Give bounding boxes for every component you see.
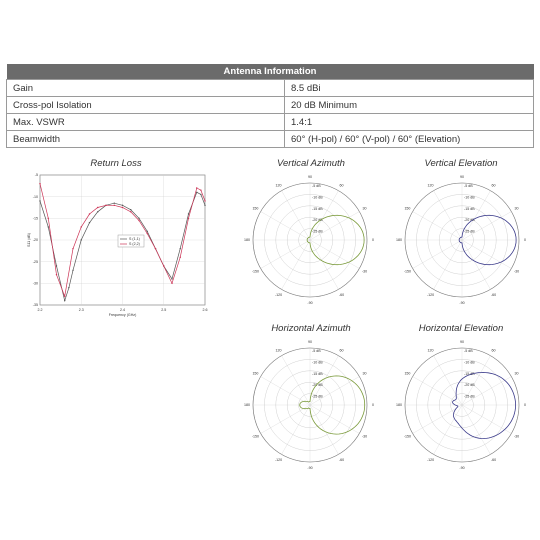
polar-spoke — [462, 405, 511, 434]
polar-ring-label: -20 dB — [312, 218, 323, 223]
row-label: Cross-pol Isolation — [7, 97, 285, 114]
polar-angle-label: 90 — [460, 340, 464, 345]
polar-ring-label: -25 dB — [464, 394, 475, 399]
polar-angle-label: 0 — [524, 403, 526, 408]
polar-angle-label: 150 — [252, 206, 259, 211]
row-label: Gain — [7, 80, 285, 97]
legend-label: S (2,2) — [129, 242, 140, 247]
x-tick-label: 2.3 — [78, 308, 84, 312]
polar-angle-label: -30 — [513, 434, 520, 439]
polar-ring-label: -15 dB — [464, 371, 475, 376]
horizontal-azimuth-title: Horizontal Azimuth — [271, 323, 351, 334]
polar-angle-label: 120 — [427, 348, 434, 353]
x-tick-label: 2.2 — [37, 308, 43, 312]
polar-spoke — [462, 377, 511, 406]
return-loss-title: Return Loss — [90, 158, 142, 169]
y-tick-label: -35 — [32, 303, 38, 308]
polar-spoke — [413, 377, 462, 406]
polar-angle-label: 180 — [244, 403, 250, 408]
polar-angle-label: -120 — [426, 457, 435, 462]
polar-angle-label: 120 — [275, 348, 282, 353]
polar-ring-label: -5 dB — [312, 349, 321, 353]
x-tick-label: 2.6 — [202, 308, 208, 312]
polar-angle-label: -30 — [361, 269, 368, 274]
vertical-elevation-title: Vertical Elevation — [424, 158, 498, 169]
polar-angle-label: 150 — [252, 371, 259, 376]
polar-angle-label: -60 — [338, 457, 345, 462]
polar-angle-label: 150 — [404, 371, 411, 376]
polar-ring-label: -10 dB — [464, 195, 475, 200]
polar-angle-label: -120 — [274, 457, 283, 462]
x-tick-label: 2.4 — [120, 308, 125, 312]
polar-angle-label: 60 — [339, 183, 344, 188]
polar-angle-label: 90 — [460, 175, 464, 180]
polar-angle-label: -30 — [361, 434, 368, 439]
polar-ring-label: -15 dB — [312, 206, 323, 211]
polar-angle-label: 0 — [372, 238, 374, 243]
polar-angle-label: -60 — [490, 292, 497, 297]
polar-angle-label: -60 — [338, 292, 345, 297]
row-label: Beamwidth — [7, 131, 285, 148]
polar-angle-label: 60 — [491, 183, 496, 188]
y-axis-label: S11 (dB) — [27, 233, 31, 247]
polar-spoke — [434, 405, 463, 454]
polar-angle-label: -60 — [490, 457, 497, 462]
polar-angle-label: -30 — [513, 269, 520, 274]
polar-angle-label: 180 — [244, 238, 250, 243]
y-tick-label: -20 — [32, 238, 38, 243]
polar-ring-label: -20 dB — [464, 218, 475, 223]
polar-angle-label: 60 — [339, 348, 344, 353]
polar-spoke — [434, 356, 463, 405]
polar-ring-label: -25 dB — [312, 394, 323, 399]
polar-ring-label: -25 dB — [312, 229, 323, 234]
row-value: 20 dB Minimum — [285, 97, 534, 114]
polar-ring-label: -15 dB — [464, 206, 475, 211]
row-value: 8.5 dBi — [285, 80, 534, 97]
polar-ring-label: -10 dB — [464, 360, 475, 365]
y-tick-label: -15 — [32, 216, 38, 221]
polar-ring-label: -10 dB — [312, 195, 323, 200]
polar-ring-label: -15 dB — [312, 371, 323, 376]
table-header: Antenna Information — [7, 64, 534, 80]
x-axis-label: Frequency (GHz) — [108, 313, 137, 317]
row-value: 60° (H-pol) / 60° (V-pol) / 60° (Elevation) — [285, 131, 534, 148]
polar-angle-label: -120 — [426, 292, 435, 297]
y-tick-label: -25 — [32, 259, 38, 264]
polar-angle-label: -150 — [403, 269, 412, 274]
polar-angle-label: 180 — [396, 238, 402, 243]
y-tick-label: -5 — [34, 173, 38, 178]
y-tick-label: -30 — [32, 281, 38, 286]
polar-angle-label: -90 — [459, 466, 465, 471]
polar-angle-label: 30 — [362, 371, 367, 376]
polar-angle-label: 180 — [396, 403, 402, 408]
polar-ring-label: -20 dB — [312, 383, 323, 388]
polar-angle-label: -120 — [274, 292, 283, 297]
polar-angle-label: -150 — [251, 269, 260, 274]
polar-ring-label: -10 dB — [312, 360, 323, 365]
polar-angle-label: -150 — [251, 434, 260, 439]
polar-ring-label: -5 dB — [312, 184, 321, 188]
polar-angle-label: 90 — [308, 175, 312, 180]
row-value: 1.4:1 — [285, 114, 534, 131]
polar-angle-label: 120 — [427, 183, 434, 188]
polar-angle-label: 0 — [524, 238, 526, 243]
polar-group — [396, 340, 526, 470]
vertical-azimuth-title: Vertical Azimuth — [277, 158, 345, 169]
polar-spoke — [462, 405, 491, 454]
polar-angle-label: 60 — [491, 348, 496, 353]
polar-angle-label: -90 — [307, 301, 313, 306]
polar-angle-label: 30 — [514, 371, 519, 376]
polar-angle-label: 120 — [275, 183, 282, 188]
polar-angle-label: -90 — [307, 466, 313, 471]
polar-ring-label: -20 dB — [464, 383, 475, 388]
polar-angle-label: 30 — [362, 206, 367, 211]
polar-angle-label: -150 — [403, 434, 412, 439]
polar-ring-label: -5 dB — [464, 184, 473, 188]
polar-ring-label: -25 dB — [464, 229, 475, 234]
polar-angle-label: 90 — [308, 340, 312, 345]
polar-angle-label: 30 — [514, 206, 519, 211]
horizontal-elevation-title: Horizontal Elevation — [418, 323, 504, 334]
polar-angle-label: 150 — [404, 206, 411, 211]
row-label: Max. VSWR — [7, 114, 285, 131]
legend-label: S (1,1) — [129, 237, 140, 242]
y-tick-label: -10 — [32, 194, 38, 199]
polar-angle-label: -90 — [459, 301, 465, 306]
x-tick-label: 2.5 — [161, 308, 167, 312]
polar-angle-label: 0 — [372, 403, 374, 408]
polar-ring-label: -5 dB — [464, 349, 473, 353]
